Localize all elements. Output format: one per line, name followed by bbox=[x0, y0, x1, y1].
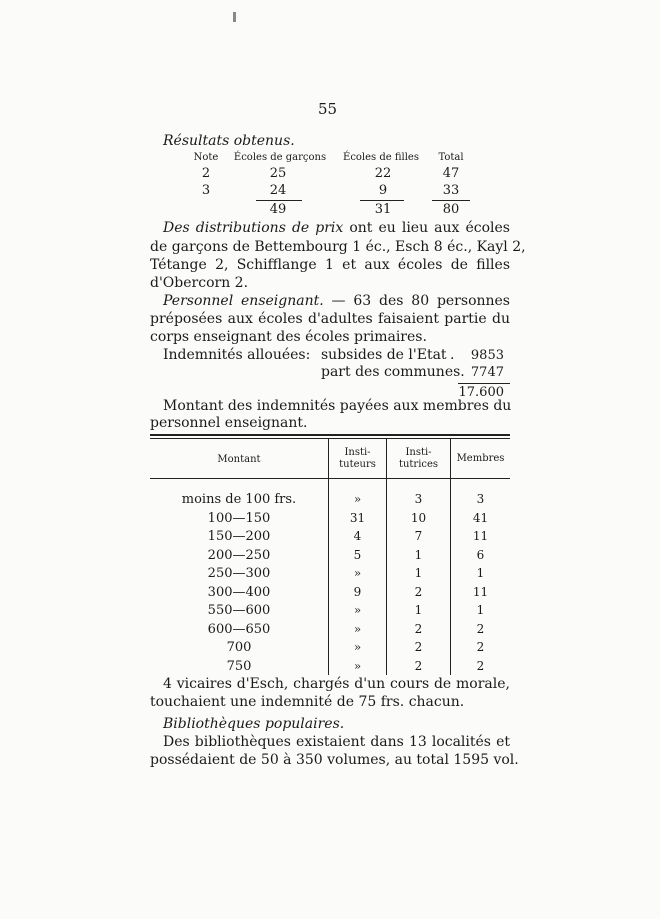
prizes-line1-rest: ont eu lieu aux écoles bbox=[343, 220, 510, 236]
table-cell-montant: moins de 100 frs. bbox=[181, 492, 297, 507]
libraries-line2: possédaient de 50 à 350 volumes, au total 1595 vol. bbox=[150, 752, 519, 768]
table-cell-montant: 300—400 bbox=[207, 584, 271, 600]
table-header-instituteurs bbox=[329, 447, 386, 471]
table-cell-instituteurs: 4 bbox=[353, 529, 362, 543]
table-cell-institutrices: 1 bbox=[414, 566, 423, 580]
table-cell-instituteurs: » bbox=[353, 658, 362, 673]
top-mark bbox=[233, 12, 236, 22]
vicaires-line1: 4 vicaires d'Esch, chargés d'un cours de morale, bbox=[163, 676, 510, 692]
table-cell-membres: 3 bbox=[476, 492, 485, 506]
table-cell-instituteurs: 31 bbox=[349, 510, 366, 525]
staff-line2-wrap bbox=[150, 311, 510, 327]
table-header-institutrices-line1: Insti- bbox=[405, 447, 432, 458]
results-header-note: Note bbox=[193, 152, 219, 163]
results-header-boys: Écoles de garçons bbox=[233, 152, 327, 163]
subsidy-label: subsides de l'Etat bbox=[321, 347, 447, 363]
table-header-instituteurs-line2: tuteurs bbox=[339, 459, 376, 470]
results-header-total: Total bbox=[438, 152, 464, 163]
table-cell-instituteurs: 9 bbox=[353, 584, 362, 599]
results-row1-note: 2 bbox=[201, 166, 211, 181]
results-sum-rule-girls bbox=[360, 200, 404, 201]
results-row2-note: 3 bbox=[201, 183, 211, 198]
page-number: 55 bbox=[318, 100, 338, 118]
prizes-line3: Tétange 2, Schifflange 1 et aux écoles de filles bbox=[150, 257, 510, 273]
indemnities-label: Indemnités allouées: bbox=[163, 347, 311, 363]
table-cell-montant: 150—200 bbox=[207, 529, 271, 544]
results-heading: Résultats obtenus. bbox=[163, 133, 295, 149]
results-row1-total: 47 bbox=[442, 166, 460, 181]
subsidy-dot: . bbox=[450, 347, 455, 363]
table-cell-membres: 2 bbox=[476, 640, 485, 654]
results-header-girls: Écoles de filles bbox=[343, 152, 419, 163]
libraries-heading: Bibliothèques populaires. bbox=[163, 716, 345, 732]
staff-line1-rest: — 63 des 80 personnes bbox=[323, 293, 510, 309]
table-cell-membres: 11 bbox=[472, 584, 489, 599]
libraries-line1: Des bibliothèques existaient dans 13 localités et bbox=[163, 734, 510, 750]
table-header-instituteurs-line1: Insti- bbox=[344, 447, 371, 458]
vicaires-line2: touchaient une indemnité de 75 frs. chacun. bbox=[150, 694, 465, 710]
results-row2-girls: 9 bbox=[378, 183, 388, 198]
results-row1-girls: 22 bbox=[374, 166, 392, 181]
results-row2-total: 33 bbox=[442, 183, 460, 198]
table-cell-institutrices: 7 bbox=[414, 529, 423, 543]
prizes-line3-wrap bbox=[150, 257, 510, 273]
table-top-rule-thin bbox=[150, 438, 510, 439]
staff-line2: préposées aux écoles d'adultes faisaient partie du bbox=[150, 311, 510, 327]
table-cell-membres: 2 bbox=[476, 658, 485, 673]
results-row1-boys: 25 bbox=[269, 166, 287, 181]
table-cell-institutrices: 2 bbox=[414, 640, 423, 654]
table-cell-institutrices: 10 bbox=[410, 510, 427, 525]
table-header-institutrices bbox=[387, 447, 450, 471]
table-cell-instituteurs: » bbox=[353, 492, 362, 506]
staff-line1 bbox=[163, 293, 510, 309]
table-cell-instituteurs: » bbox=[353, 640, 362, 654]
table-cell-institutrices: 2 bbox=[414, 621, 423, 636]
table-cell-membres: 41 bbox=[472, 510, 489, 525]
vicaires-line1-wrap bbox=[163, 676, 510, 692]
libraries-line2-wrap bbox=[150, 752, 519, 768]
table-cell-montant: 200—250 bbox=[207, 547, 271, 563]
subsidy-value: 9853 bbox=[470, 348, 504, 363]
prizes-line4: d'Obercorn 2. bbox=[150, 275, 249, 291]
table-cell-institutrices: 2 bbox=[414, 658, 423, 673]
table-header-institutrices-line2: tutrices bbox=[398, 459, 439, 470]
indemnities-sum-rule bbox=[458, 383, 510, 384]
table-cell-instituteurs: 5 bbox=[353, 547, 362, 562]
table-cell-montant: 250—300 bbox=[207, 566, 271, 581]
table-cell-instituteurs: » bbox=[353, 621, 362, 636]
communes-value: 7747 bbox=[470, 365, 504, 380]
table-cell-membres: 1 bbox=[476, 603, 485, 617]
table-cell-membres: 6 bbox=[476, 547, 485, 562]
table-header-montant: Montant bbox=[217, 454, 261, 465]
amount-intro-line1-wrap bbox=[163, 398, 510, 414]
table-top-rule bbox=[150, 434, 510, 436]
results-sum-rule-total bbox=[432, 200, 470, 201]
staff-lead: Personnel enseignant. bbox=[163, 293, 324, 309]
table-cell-institutrices: 1 bbox=[414, 603, 423, 617]
table-cell-montant: 550—600 bbox=[207, 603, 271, 618]
indemnities-total: 17.600 bbox=[458, 385, 504, 400]
table-cell-instituteurs: » bbox=[353, 603, 362, 617]
table-cell-montant: 100—150 bbox=[207, 510, 271, 526]
staff-line3: corps enseignant des écoles primaires. bbox=[150, 329, 427, 345]
table-cell-institutrices: 2 bbox=[414, 584, 423, 599]
prizes-line2-wrap bbox=[150, 239, 526, 255]
results-total-girls: 31 bbox=[374, 202, 392, 217]
table-header-rule bbox=[150, 478, 510, 479]
prizes-lead: Des distributions de prix bbox=[163, 220, 344, 236]
amount-intro-line2: personnel enseignant. bbox=[150, 415, 308, 431]
table-cell-montant: 700 bbox=[226, 640, 252, 655]
results-total-all: 80 bbox=[442, 202, 460, 217]
table-cell-montant: 600—650 bbox=[207, 621, 271, 637]
prizes-line2: de garçons de Bettembourg 1 éc., Esch 8 éc., Kayl 2, bbox=[150, 239, 526, 255]
prizes-line1 bbox=[163, 220, 510, 236]
table-cell-montant: 750 bbox=[226, 658, 252, 674]
results-total-boys: 49 bbox=[269, 202, 287, 217]
table-header-membres: Membres bbox=[456, 453, 505, 464]
table-cell-instituteurs: » bbox=[353, 566, 362, 580]
results-sum-rule-boys bbox=[256, 200, 302, 201]
table-cell-institutrices: 1 bbox=[414, 547, 423, 562]
libraries-line1-wrap bbox=[163, 734, 510, 750]
table-cell-membres: 11 bbox=[472, 529, 489, 543]
table-cell-membres: 2 bbox=[476, 621, 485, 636]
table-cell-institutrices: 3 bbox=[414, 492, 423, 506]
amount-intro-line1: Montant des indemnités payées aux membres du bbox=[163, 398, 512, 414]
table-cell-membres: 1 bbox=[476, 566, 485, 580]
results-row2-boys: 24 bbox=[269, 183, 287, 198]
communes-label: part des communes. bbox=[321, 364, 465, 380]
